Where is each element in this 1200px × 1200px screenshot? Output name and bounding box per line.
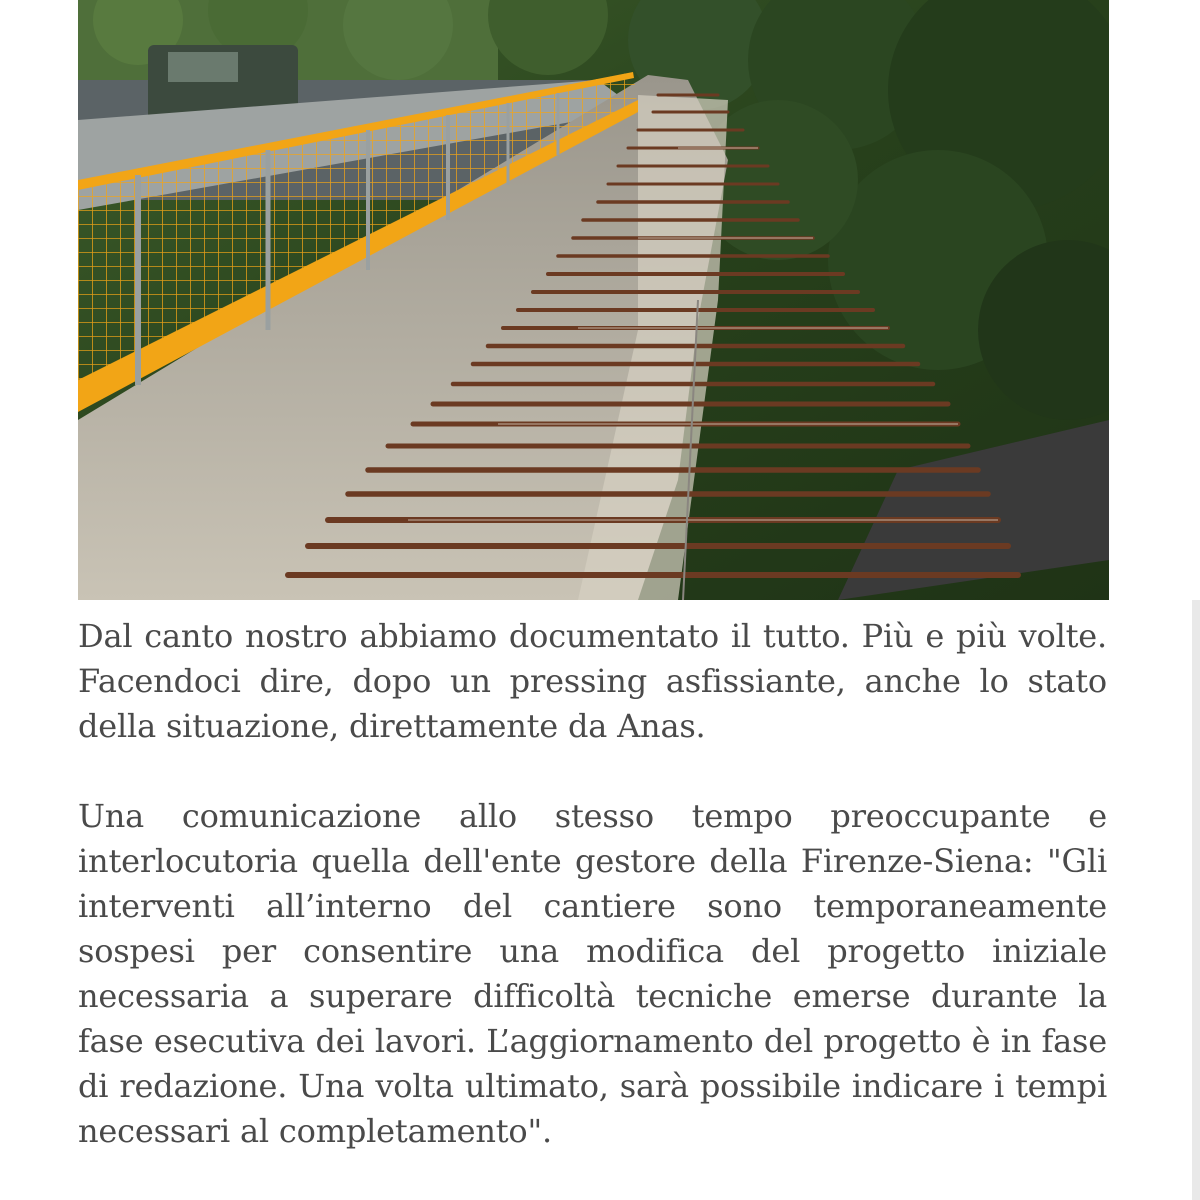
article-body [78, 614, 1107, 1199]
page-edge [1192, 600, 1200, 1200]
construction-bridge-photo-icon [78, 0, 1109, 600]
construction-photo [78, 0, 1109, 600]
article-paragraph-1: Dal canto nostro abbiamo documentato il tutto. Più e più volte. Facendoci dire, dopo un pressing asfissiante, anche lo stato della situazione, direttamente da Anas. [78, 617, 1107, 745]
article-paragraph-2: Una comunicazione allo stesso tempo preoccupante e interlocutoria quella dell'ente gestore della Firenze-Siena: "Gli interventi all’interno del cantiere sono temporaneamente sospesi per consentire una modifica del progetto iniziale necessaria a superare difficoltà tecniche emerse durante la fase esecutiva dei lavori. L’aggiornamento del progetto è in fase di redazione. Una volta ultimato, sarà possibile indicare i tempi necessari al completamento". [78, 797, 1107, 1150]
